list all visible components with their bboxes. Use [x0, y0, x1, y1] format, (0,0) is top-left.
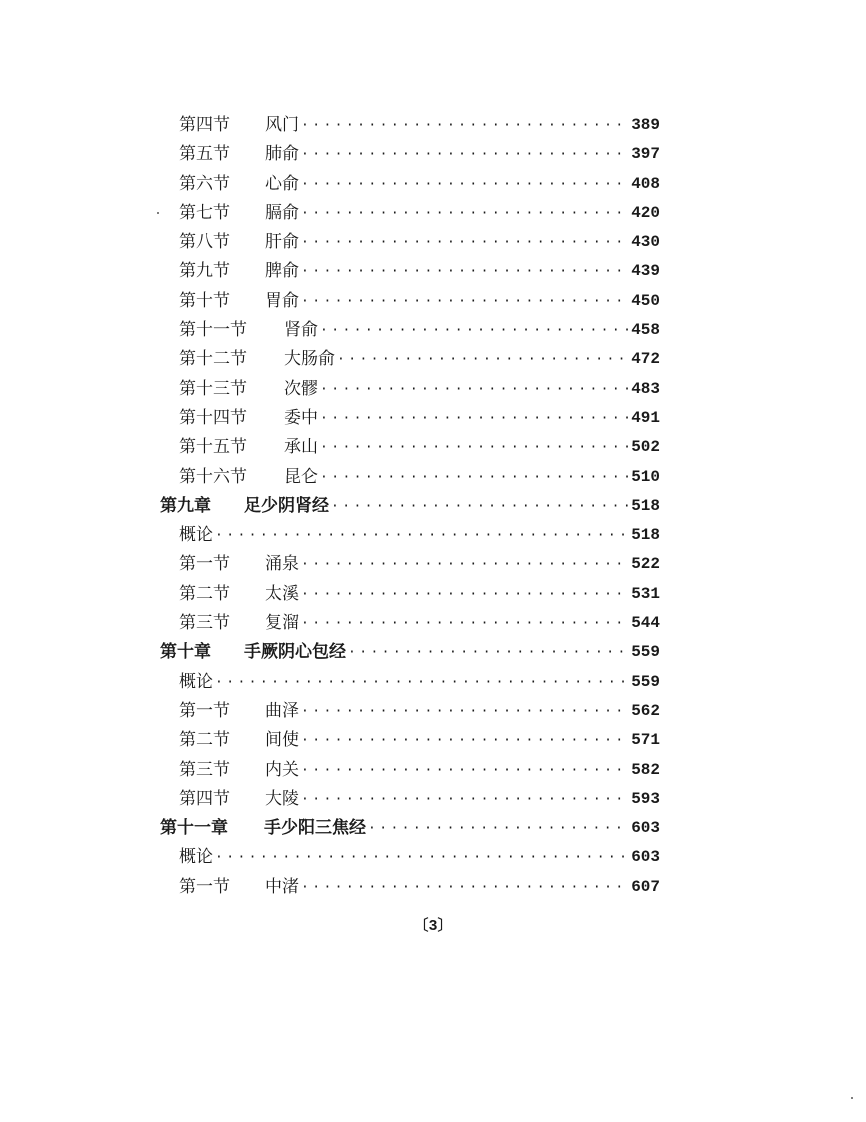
- toc-page-number: 491: [631, 408, 660, 427]
- toc-chapter-row[interactable]: [0, 492, 866, 521]
- toc-entry-title: 胃俞: [265, 290, 299, 311]
- dot-leader: [320, 463, 629, 492]
- toc-section-row[interactable]: [0, 140, 866, 169]
- toc-entry-title: 承山: [284, 437, 318, 458]
- toc-section-row[interactable]: [0, 375, 866, 404]
- dot-leader: [320, 375, 629, 404]
- toc-entry-title: 肾俞: [284, 320, 318, 341]
- toc-entry-title: 间使: [265, 730, 299, 751]
- toc-page-number: 544: [631, 614, 660, 633]
- toc-entry-title: 大陵: [265, 788, 299, 809]
- toc-entry-title: 肺俞: [265, 144, 299, 165]
- toc-section-row[interactable]: [0, 199, 866, 228]
- toc-page-number: 582: [631, 760, 660, 779]
- toc-page-number: 531: [631, 584, 660, 603]
- toc-section-row[interactable]: [0, 404, 866, 433]
- toc-entry-title: 太溪: [265, 583, 299, 604]
- dot-leader: [301, 140, 629, 169]
- toc-section-row[interactable]: [0, 756, 866, 785]
- toc-section-label: 第三节: [179, 613, 230, 634]
- dot-leader: [301, 609, 629, 638]
- toc-section-label: 第二节: [179, 730, 230, 751]
- toc-entry-title: 足少阴肾经: [244, 495, 329, 516]
- toc-section-label: 第十一节: [179, 320, 247, 341]
- toc-page-number: 518: [631, 526, 660, 545]
- toc-entry-title: 膈俞: [265, 202, 299, 223]
- toc-section-label: 第一节: [179, 554, 230, 575]
- toc-section-label: 第七节: [179, 202, 230, 223]
- toc-section-label: 第八节: [179, 232, 230, 253]
- toc-section-row[interactable]: [0, 111, 866, 140]
- toc-page-number: 450: [631, 291, 660, 310]
- toc-page-number: 430: [631, 233, 660, 252]
- toc-page-number: 483: [631, 379, 660, 398]
- toc-overview-row[interactable]: [0, 668, 866, 697]
- toc-section-label: 第二节: [179, 583, 230, 604]
- dot-leader: [215, 521, 629, 550]
- toc-page-number: 389: [631, 116, 660, 134]
- toc-entry-title: 概论: [179, 671, 213, 692]
- toc-section-row[interactable]: [0, 726, 866, 755]
- toc-page-number: 420: [631, 203, 660, 222]
- dot-leader: [368, 814, 629, 843]
- toc-page-number: 502: [631, 438, 660, 457]
- toc-section-row[interactable]: [0, 433, 866, 462]
- toc-section-label: 第一节: [179, 700, 230, 721]
- toc-page-number: 571: [631, 731, 660, 750]
- toc-section-label: 第十二节: [179, 349, 247, 370]
- toc-entry-title: 内关: [265, 759, 299, 780]
- dot-leader: [320, 404, 629, 433]
- dot-leader: [301, 228, 629, 257]
- toc-page-number: 510: [631, 467, 660, 486]
- toc-chapter-label: 第十一章: [160, 818, 228, 839]
- dot-leader: [320, 433, 629, 462]
- toc-chapter-label: 第十章: [160, 642, 211, 663]
- toc-page-number: 559: [631, 672, 660, 691]
- dot-leader: [301, 785, 629, 814]
- toc-entry-title: 委中: [284, 407, 318, 428]
- dot-leader: [301, 170, 629, 199]
- toc-section-label: 第四节: [179, 788, 230, 809]
- toc-entry-title: 心俞: [265, 173, 299, 194]
- toc-entry-title: 大肠俞: [284, 349, 335, 370]
- toc-entry-title: 风门: [265, 115, 299, 135]
- dot-leader: [301, 697, 629, 726]
- toc-page-number: 603: [631, 819, 660, 838]
- toc-page-number: 458: [631, 321, 660, 340]
- toc-page-number: 559: [631, 643, 660, 662]
- toc-page-number: 522: [631, 555, 660, 574]
- toc-chapter-label: 第九章: [160, 495, 211, 516]
- dot-leader: [301, 756, 629, 785]
- dot-leader: [301, 287, 629, 316]
- toc-section-row[interactable]: [0, 257, 866, 286]
- toc-entry-title: 手少阳三焦经: [264, 818, 366, 839]
- toc-section-row[interactable]: [0, 609, 866, 638]
- toc-section-label: 第十四节: [179, 407, 247, 428]
- toc-page-number: 472: [631, 350, 660, 369]
- toc-section-row[interactable]: [0, 287, 866, 316]
- toc-section-row[interactable]: [0, 580, 866, 609]
- toc-section-label: 第一节: [179, 876, 230, 897]
- toc-page-number: 439: [631, 262, 660, 281]
- dot-leader: [301, 257, 629, 286]
- toc-page-number: 603: [631, 848, 660, 867]
- toc-section-row[interactable]: [0, 316, 866, 345]
- toc-entry-title: 概论: [179, 847, 213, 868]
- toc-chapter-row[interactable]: [0, 814, 866, 843]
- toc-section-label: 第三节: [179, 759, 230, 780]
- toc-entry-title: 涌泉: [265, 554, 299, 575]
- dot-leader: [301, 873, 629, 902]
- toc-entry-title: 脾俞: [265, 261, 299, 282]
- toc-section-row[interactable]: [0, 228, 866, 257]
- toc-section-row[interactable]: [0, 550, 866, 579]
- dot-leader: [337, 345, 629, 374]
- toc-section-row[interactable]: [0, 463, 866, 492]
- dot-leader: [320, 316, 629, 345]
- dot-leader: [301, 111, 629, 140]
- toc-section-label: 第四节: [179, 115, 230, 135]
- dot-leader: [215, 668, 629, 697]
- toc-page-number: 607: [631, 877, 660, 896]
- table-of-contents: [0, 111, 866, 902]
- toc-section-row[interactable]: [0, 345, 866, 374]
- toc-entry-title: 次髎: [284, 378, 318, 399]
- toc-entry-title: 手厥阴心包经: [244, 642, 346, 663]
- toc-entry-title: 昆仑: [284, 466, 318, 487]
- toc-page-number: 518: [631, 496, 660, 515]
- toc-entry-title: 中渚: [265, 876, 299, 897]
- toc-section-label: 第十节: [179, 290, 230, 311]
- toc-section-label: 第十三节: [179, 378, 247, 399]
- toc-section-label: 第六节: [179, 173, 230, 194]
- dot-leader: [301, 726, 629, 755]
- toc-section-row[interactable]: [0, 785, 866, 814]
- toc-section-row[interactable]: [0, 697, 866, 726]
- toc-section-label: 第五节: [179, 144, 230, 165]
- dot-leader: [215, 843, 629, 872]
- toc-page-number: 408: [631, 174, 660, 193]
- toc-entry-title: 概论: [179, 525, 213, 546]
- scan-speck: [851, 1097, 853, 1099]
- toc-section-label: 第十五节: [179, 437, 247, 458]
- toc-section-row[interactable]: [0, 170, 866, 199]
- toc-page-number: 562: [631, 701, 660, 720]
- dot-leader: [301, 199, 629, 228]
- dot-leader: [301, 550, 629, 579]
- toc-entry-title: 曲泽: [265, 700, 299, 721]
- page-number-footer: 〔3〕: [413, 918, 453, 935]
- toc-overview-row[interactable]: [0, 843, 866, 872]
- toc-entry-title: 肝俞: [265, 232, 299, 253]
- dot-leader: [301, 580, 629, 609]
- toc-section-label: 第十六节: [179, 466, 247, 487]
- toc-page-number: 593: [631, 789, 660, 808]
- toc-page-number: 397: [631, 145, 660, 164]
- scan-speck: [157, 212, 159, 214]
- dot-leader: [348, 638, 629, 667]
- toc-section-label: 第九节: [179, 261, 230, 282]
- toc-overview-row[interactable]: [0, 521, 866, 550]
- toc-chapter-row[interactable]: [0, 638, 866, 667]
- toc-entry-title: 复溜: [265, 613, 299, 634]
- dot-leader: [331, 492, 629, 521]
- toc-section-row[interactable]: [0, 873, 866, 902]
